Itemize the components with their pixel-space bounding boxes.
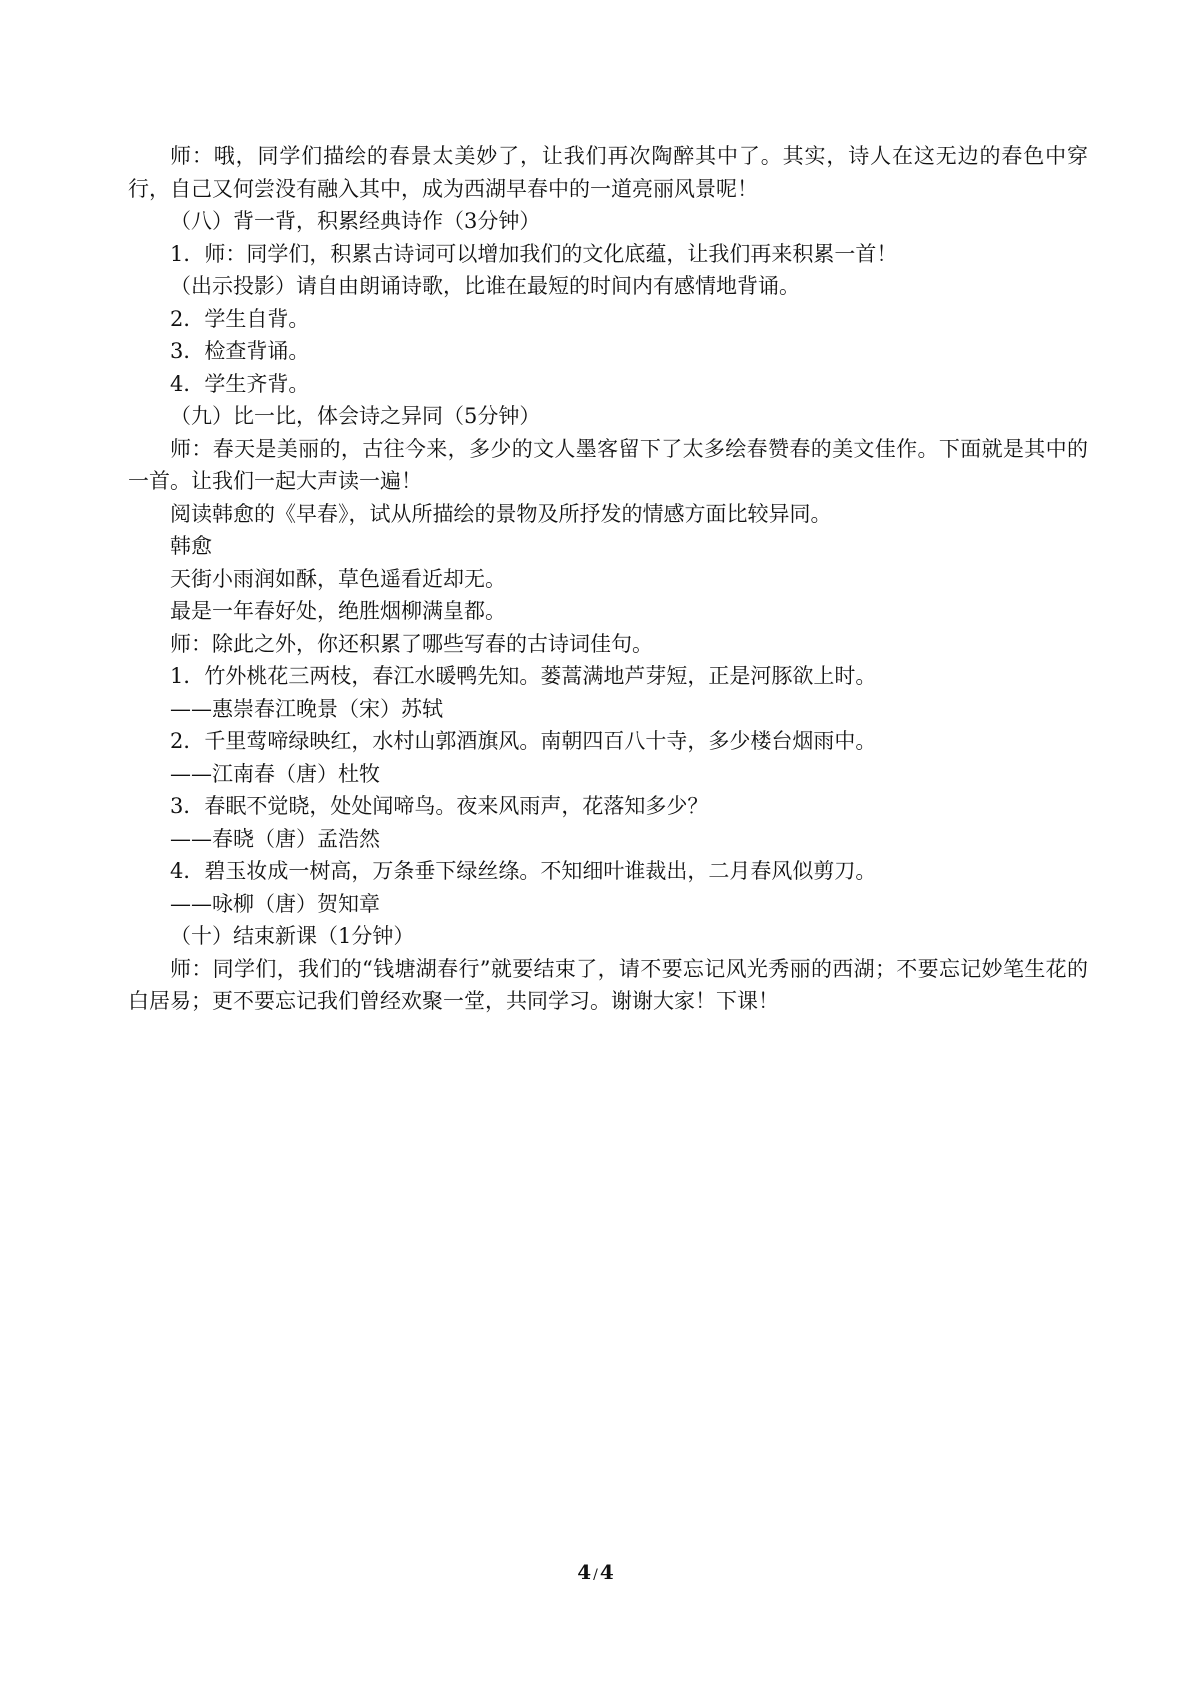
poem-source: ——春晓（唐）孟浩然 <box>170 826 380 851</box>
page-number-separator: / <box>593 1567 598 1583</box>
paragraph: 4．学生齐背。 <box>170 371 310 396</box>
paragraph: 2．学生自背。 <box>170 306 310 331</box>
paragraph: 1．师：同学们，积累古诗词可以增加我们的文化底蕴，让我们再来积累一首！ <box>170 241 898 266</box>
poem-source: ——惠崇春江晚景（宋）苏轼 <box>170 696 443 721</box>
section-heading: （八）背一背，积累经典诗作（3分钟） <box>170 209 541 233</box>
poem-source: ——咏柳（唐）贺知章 <box>170 891 380 916</box>
paragraph: 师：同学们，我们的“钱塘湖春行”就要结束了，请不要忘记风光秀丽的西湖；不要忘记妙笔生花的白居易；更不要忘记我们曾经欢聚一堂，共同学习。谢谢大家！下课！ <box>128 956 1088 1013</box>
paragraph: 师：春天是美丽的，古往今来，多少的文人墨客留下了太多绘春赞春的美文佳作。下面就是其中的一首。让我们一起大声读一遍！ <box>128 436 1088 493</box>
paragraph: 3．检查背诵。 <box>170 339 310 363</box>
page-number <box>0 1560 1191 1584</box>
section-heading: （九）比一比，体会诗之异同（5分钟） <box>170 404 541 428</box>
page-number-total: 4 <box>599 1560 614 1584</box>
poem-quote: 3．春眠不觉晓，处处闻啼鸟。夜来风雨声，花落知多少？ <box>170 794 709 818</box>
poem-quote: 2．千里莺啼绿映红，水村山郭酒旗风。南朝四百八十寺，多少楼台烟雨中。 <box>170 729 877 753</box>
paragraph: （出示投影）请自由朗诵诗歌，比谁在最短的时间内有感情地背诵。 <box>170 274 800 298</box>
section-heading: （十）结束新课（1分钟） <box>170 924 415 948</box>
poem-line: 最是一年春好处，绝胜烟柳满皇都。 <box>170 599 506 623</box>
poem-quote: 4．碧玉妆成一树高，万条垂下绿丝绦。不知细叶谁裁出，二月春风似剪刀。 <box>170 859 877 883</box>
page-number-current: 4 <box>577 1560 592 1584</box>
poem-quote: 1．竹外桃花三两枝，春江水暖鸭先知。蒌蒿满地芦芽短，正是河豚欲上时。 <box>170 664 877 688</box>
document-body <box>128 140 1088 1018</box>
paragraph: 师：除此之外，你还积累了哪些写春的古诗词佳句。 <box>170 631 653 656</box>
paragraph: 阅读韩愈的《早春》，试从所描绘的景物及所抒发的情感方面比较异同。 <box>170 501 832 526</box>
poem-line: 天街小雨润如酥，草色遥看近却无。 <box>170 566 506 591</box>
poem-source: ——江南春（唐）杜牧 <box>170 761 380 786</box>
poem-author: 韩愈 <box>170 534 212 558</box>
paragraph: 师：哦，同学们描绘的春景太美妙了，让我们再次陶醉其中了。其实，诗人在这无边的春色中穿行，自己又何尝没有融入其中，成为西湖早春中的一道亮丽风景呢！ <box>128 144 1088 201</box>
